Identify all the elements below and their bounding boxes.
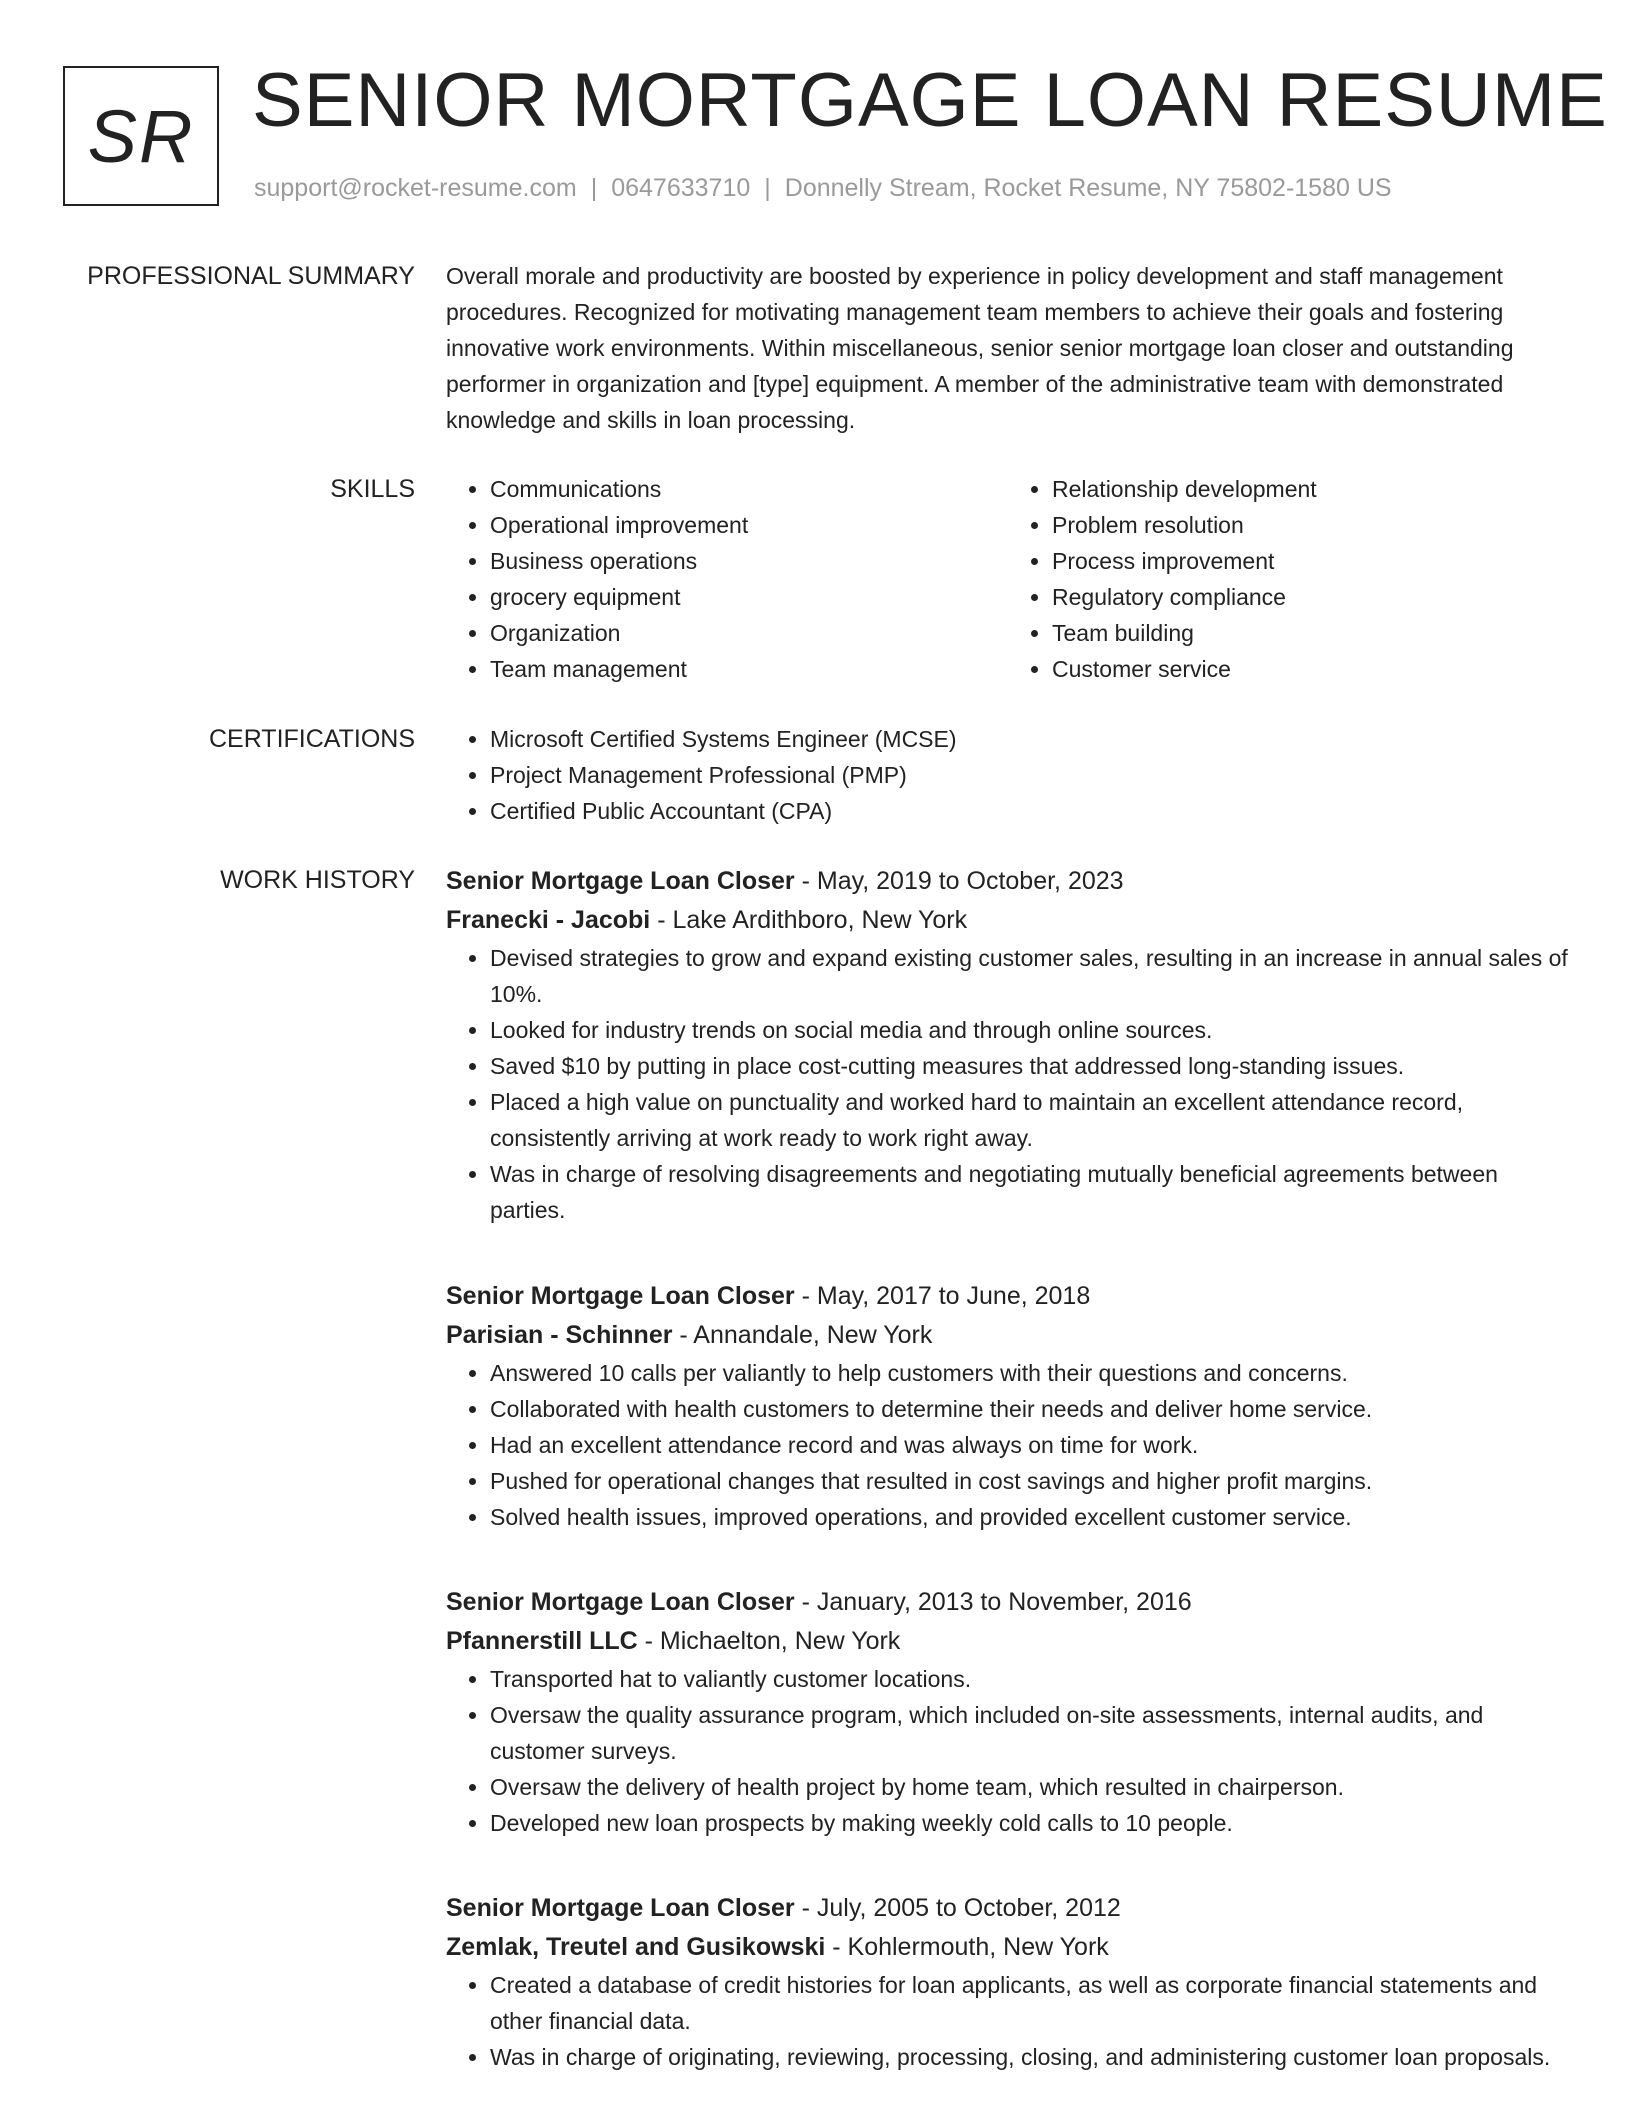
- summary-body: [446, 258, 1570, 438]
- certifications-list: [446, 721, 1570, 829]
- contact-separator: |: [590, 174, 598, 202]
- job-title-line: [446, 862, 1570, 901]
- job-company: Franecki - Jacobi: [446, 906, 651, 934]
- job-company-line: [446, 901, 1570, 940]
- skills-list-left: [446, 471, 1008, 687]
- job-company: Zemlak, Treutel and Gusikowski: [446, 1933, 826, 1961]
- skill-item: • Problem resolution: [1052, 507, 1570, 543]
- job-location: - Michaelton, New York: [637, 1627, 901, 1655]
- job-bullet: • Collaborated with health customers to determine their needs and deliver home service.: [490, 1391, 1570, 1427]
- job-body: [446, 1277, 1570, 1535]
- job-company: Pfannerstill LLC: [446, 1627, 638, 1655]
- job-company-line: [446, 1316, 1570, 1355]
- job-bullet: • Created a database of credit histories for loan applicants, as well as corporate financial statements and other financial data.: [490, 1967, 1570, 2039]
- certification-item: • Certified Public Accountant (CPA): [490, 793, 1570, 829]
- job-title-line: [446, 1277, 1570, 1316]
- skill-item: • Communications: [490, 471, 1008, 507]
- job-bullet: • Oversaw the quality assurance program, which included on-site assessments, internal audits, and customer surveys.: [490, 1697, 1570, 1769]
- summary-heading: PROFESSIONAL SUMMARY: [87, 262, 415, 290]
- job-dates: - January, 2013 to November, 2016: [794, 1588, 1192, 1616]
- job-bullet: • Answered 10 calls per valiantly to help customers with their questions and concerns.: [490, 1355, 1570, 1391]
- skill-item: • Operational improvement: [490, 507, 1008, 543]
- job-bullet: • Devised strategies to grow and expand existing customer sales, resulting in an increase in annual sales of 10%.: [490, 940, 1570, 1012]
- job-body: [446, 1889, 1570, 2075]
- contact-separator: |: [764, 174, 771, 202]
- work-history-heading: WORK HISTORY: [220, 866, 415, 894]
- job-bullets: [446, 1967, 1570, 2075]
- job-bullet: • Pushed for operational changes that resulted in cost savings and higher profit margins.: [490, 1463, 1570, 1499]
- job-bullets: [446, 1661, 1570, 1841]
- job-role: Senior Mortgage Loan Closer: [446, 867, 795, 895]
- certification-item: • Project Management Professional (PMP): [490, 757, 1570, 793]
- skill-item: • grocery equipment: [490, 579, 1008, 615]
- certifications-body: [446, 721, 1570, 829]
- skill-item: • Organization: [490, 615, 1008, 651]
- skills-heading: SKILLS: [330, 475, 415, 503]
- skill-item: • Customer service: [1052, 651, 1570, 687]
- job-bullets: [446, 940, 1570, 1228]
- monogram-logo: SR: [63, 66, 219, 206]
- skills-body: [446, 471, 1570, 687]
- job-role: Senior Mortgage Loan Closer: [446, 1588, 795, 1616]
- job-role: Senior Mortgage Loan Closer: [446, 1894, 795, 1922]
- job-dates: - July, 2005 to October, 2012: [794, 1894, 1121, 1922]
- skill-item: • Business operations: [490, 543, 1008, 579]
- resume-title: SENIOR MORTGAGE LOAN RESUME: [252, 58, 1608, 143]
- job-dates: - May, 2017 to June, 2018: [794, 1282, 1091, 1310]
- contact-line: [254, 174, 1392, 203]
- job-bullet: • Was in charge of resolving disagreements and negotiating mutually beneficial agreements between parties.: [490, 1156, 1570, 1228]
- job-role: Senior Mortgage Loan Closer: [446, 1282, 795, 1310]
- skill-item: • Process improvement: [1052, 543, 1570, 579]
- job-bullet: • Solved health issues, improved operations, and provided excellent customer service.: [490, 1499, 1570, 1535]
- job-location: - Lake Ardithboro, New York: [650, 906, 968, 934]
- job-bullets: [446, 1355, 1570, 1535]
- summary-text: Overall morale and productivity are boosted by experience in policy development and staff management procedures. Recognized for motivating management team members to achieve their goals and fostering innovative work environments. Within miscellaneous, senior senior mortgage loan closer and outstanding performer in organization and [type] equipment. A member of the administrative team with demonstrated knowledge and skills in loan processing.: [446, 263, 1514, 433]
- job-company-line: [446, 1622, 1570, 1661]
- contact-address: Donnelly Stream, Rocket Resume, NY 75802-1580 US: [784, 174, 1392, 202]
- skill-item: • Regulatory compliance: [1052, 579, 1570, 615]
- job-bullet: • Had an excellent attendance record and was always on time for work.: [490, 1427, 1570, 1463]
- contact-phone[interactable]: 0647633710: [611, 174, 751, 202]
- job-body: [446, 862, 1570, 1228]
- job-title-line: [446, 1889, 1570, 1928]
- job-bullet: • Oversaw the delivery of health project by home team, which resulted in chairperson.: [490, 1769, 1570, 1805]
- job-bullet: • Placed a high value on punctuality and worked hard to maintain an excellent attendance record, consistently arriving at work ready to work right away.: [490, 1084, 1570, 1156]
- job-company: Parisian - Schinner: [446, 1321, 673, 1349]
- job-location: - Annandale, New York: [672, 1321, 933, 1349]
- job-body: [446, 1583, 1570, 1841]
- job-bullet: • Looked for industry trends on social media and through online sources.: [490, 1012, 1570, 1048]
- job-company-line: [446, 1928, 1570, 1967]
- skill-item: • Team management: [490, 651, 1008, 687]
- skill-item: • Relationship development: [1052, 471, 1570, 507]
- skill-item: • Team building: [1052, 615, 1570, 651]
- job-bullet: • Developed new loan prospects by making weekly cold calls to 10 people.: [490, 1805, 1570, 1841]
- skills-list-right: [1008, 471, 1570, 687]
- job-title-line: [446, 1583, 1570, 1622]
- job-location: - Kohlermouth, New York: [825, 1933, 1109, 1961]
- job-bullet: • Transported hat to valiantly customer locations.: [490, 1661, 1570, 1697]
- job-bullet: • Was in charge of originating, reviewing, processing, closing, and administering customer loan proposals.: [490, 2039, 1570, 2075]
- job-dates: - May, 2019 to October, 2023: [794, 867, 1124, 895]
- certification-item: • Microsoft Certified Systems Engineer (MCSE): [490, 721, 1570, 757]
- contact-email[interactable]: support@rocket-resume.com: [254, 174, 577, 202]
- job-bullet: • Saved $10 by putting in place cost-cutting measures that addressed long-standing issues.: [490, 1048, 1570, 1084]
- certifications-heading: CERTIFICATIONS: [208, 725, 415, 753]
